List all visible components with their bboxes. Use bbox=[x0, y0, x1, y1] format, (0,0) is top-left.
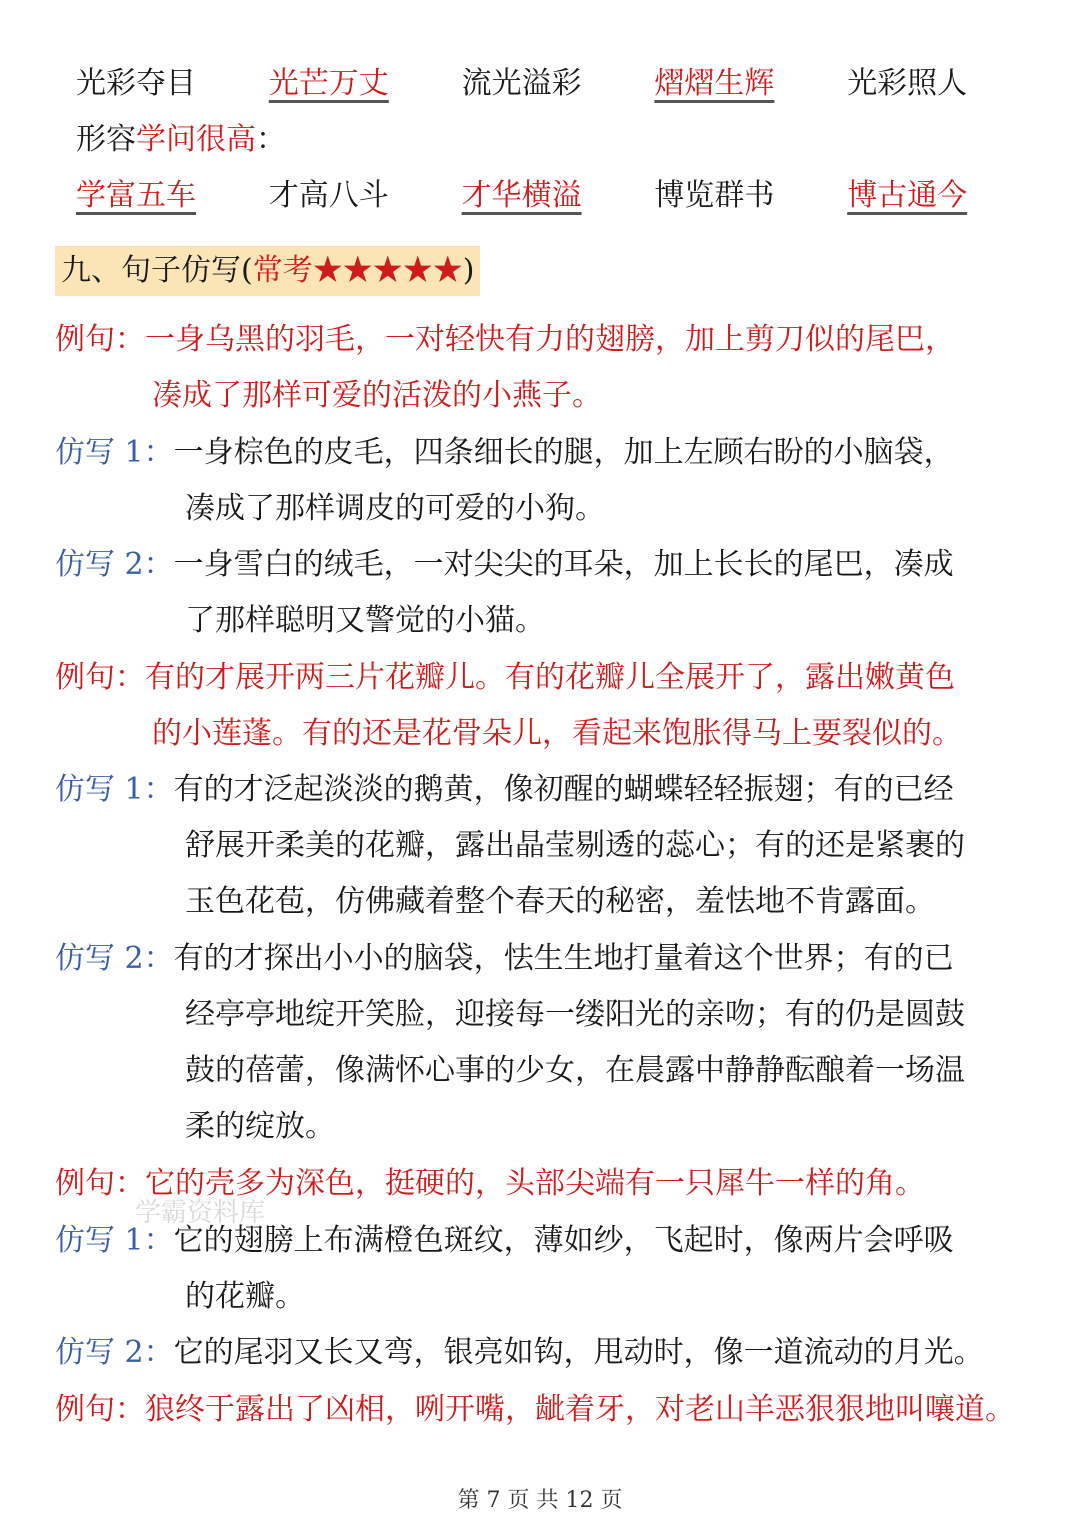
sentence-label: 例句： bbox=[55, 660, 145, 695]
sentence-label: 仿写 2： bbox=[55, 547, 174, 582]
imitation-sentence bbox=[55, 1325, 984, 1381]
idiom: 才高八斗 bbox=[268, 178, 389, 213]
imitation-sentence bbox=[55, 931, 965, 1155]
sentence-label: 仿写 1： bbox=[55, 772, 174, 807]
sentence-line: 的小莲蓬。有的还是花骨朵儿，看起来饱胀得马上要裂似的。 bbox=[152, 716, 962, 751]
section-close: ) bbox=[462, 253, 475, 288]
idiom-row-1 bbox=[76, 64, 1040, 104]
idiom-answer: 博古通今 bbox=[847, 178, 968, 213]
sentence-line: 有的才展开两三片花瓣儿。有的花瓣儿全展开了，露出嫩黄色 bbox=[145, 660, 955, 695]
imitation-sentence bbox=[55, 762, 965, 930]
sentence-label: 例句： bbox=[55, 1392, 145, 1427]
sentence-line: 一身雪白的绒毛，一对尖尖的耳朵，加上长长的尾巴，凑成 bbox=[173, 547, 954, 582]
imitation-sentence bbox=[55, 425, 954, 537]
sentence-line: 经亭亭地绽开笑脸，迎接每一缕阳光的亲吻；有的仍是圆鼓 bbox=[185, 997, 965, 1032]
sentence-line: 玉色花苞，仿佛藏着整个春天的秘密，羞怯地不肯露面。 bbox=[185, 884, 935, 919]
sentence-line: 狼终于露出了凶相，咧开嘴，龇着牙，对老山羊恶狠狠地叫嚷道。 bbox=[145, 1392, 1015, 1427]
imitation-sentence bbox=[55, 1213, 954, 1325]
sentence-label: 仿写 2： bbox=[55, 1335, 174, 1370]
section-title: 九、句子仿写( bbox=[61, 253, 253, 288]
sentence-label: 例句： bbox=[55, 1166, 145, 1201]
idiom: 光彩夺目 bbox=[76, 66, 196, 101]
idiom-answer: 光芒万丈 bbox=[268, 66, 389, 101]
sentence-line: 了那样聪明又警觉的小猫。 bbox=[185, 603, 545, 638]
idiom-answer: 才华横溢 bbox=[461, 178, 582, 213]
example-sentence bbox=[55, 1382, 1015, 1438]
idiom-answer: 熠熠生辉 bbox=[654, 66, 775, 101]
sentence-line: 它的翅膀上布满橙色斑纹，薄如纱，飞起时，像两片会呼吸 bbox=[173, 1223, 954, 1258]
section-tag: 常考★★★★★ bbox=[252, 253, 463, 288]
sentence-label: 例句： bbox=[55, 322, 145, 357]
idiom-row-2 bbox=[76, 176, 1040, 216]
idiom-answer: 学富五车 bbox=[76, 178, 196, 213]
category-line bbox=[76, 120, 1040, 160]
watermark: 学霸资料库 bbox=[135, 1198, 266, 1228]
section-heading bbox=[55, 246, 480, 296]
sentence-label: 仿写 1： bbox=[55, 435, 174, 470]
sentence-line: 它的壳多为深色，挺硬的，头部尖端有一只犀牛一样的角。 bbox=[145, 1166, 925, 1201]
category-prefix: 形容 bbox=[76, 122, 136, 157]
sentence-line: 的花瓣。 bbox=[185, 1279, 305, 1314]
sentence-line: 有的才泛起淡淡的鹅黄，像初醒的蝴蝶轻轻振翅；有的已经 bbox=[173, 772, 954, 807]
idiom: 博览群书 bbox=[654, 178, 775, 213]
idiom: 流光溢彩 bbox=[461, 66, 582, 101]
sentence-line: 鼓的蓓蕾，像满怀心事的少女，在晨露中静静酝酿着一场温 bbox=[185, 1053, 965, 1088]
sentence-label: 仿写 2： bbox=[55, 941, 174, 976]
sentence-line: 有的才探出小小的脑袋，怯生生地打量着这个世界；有的已 bbox=[173, 941, 954, 976]
sentence-line: 一身棕色的皮毛，四条细长的腿，加上左顾右盼的小脑袋， bbox=[173, 435, 954, 470]
sentence-line: 一身乌黑的羽毛，一对轻快有力的翅膀，加上剪刀似的尾巴， bbox=[145, 322, 955, 357]
imitation-sentence bbox=[55, 537, 954, 649]
sentence-line: 舒展开柔美的花瓣，露出晶莹剔透的蕊心；有的还是紧裹的 bbox=[185, 828, 965, 863]
sentence-line: 凑成了那样调皮的可爱的小狗。 bbox=[185, 491, 605, 526]
example-sentence bbox=[55, 650, 962, 762]
example-sentence bbox=[55, 312, 955, 424]
category-suffix: ： bbox=[256, 122, 286, 157]
page-footer: 第 7 页 共 12 页 bbox=[457, 1488, 623, 1513]
sentence-label: 仿写 1： bbox=[55, 1223, 174, 1258]
sentence-line: 柔的绽放。 bbox=[185, 1109, 335, 1144]
sentence-line: 凑成了那样可爱的活泼的小燕子。 bbox=[152, 378, 602, 413]
idiom: 光彩照人 bbox=[847, 66, 968, 101]
category-keyword: 学问很高 bbox=[136, 122, 256, 157]
sentence-line: 它的尾羽又长又弯，银亮如钩，甩动时，像一道流动的月光。 bbox=[173, 1335, 984, 1370]
